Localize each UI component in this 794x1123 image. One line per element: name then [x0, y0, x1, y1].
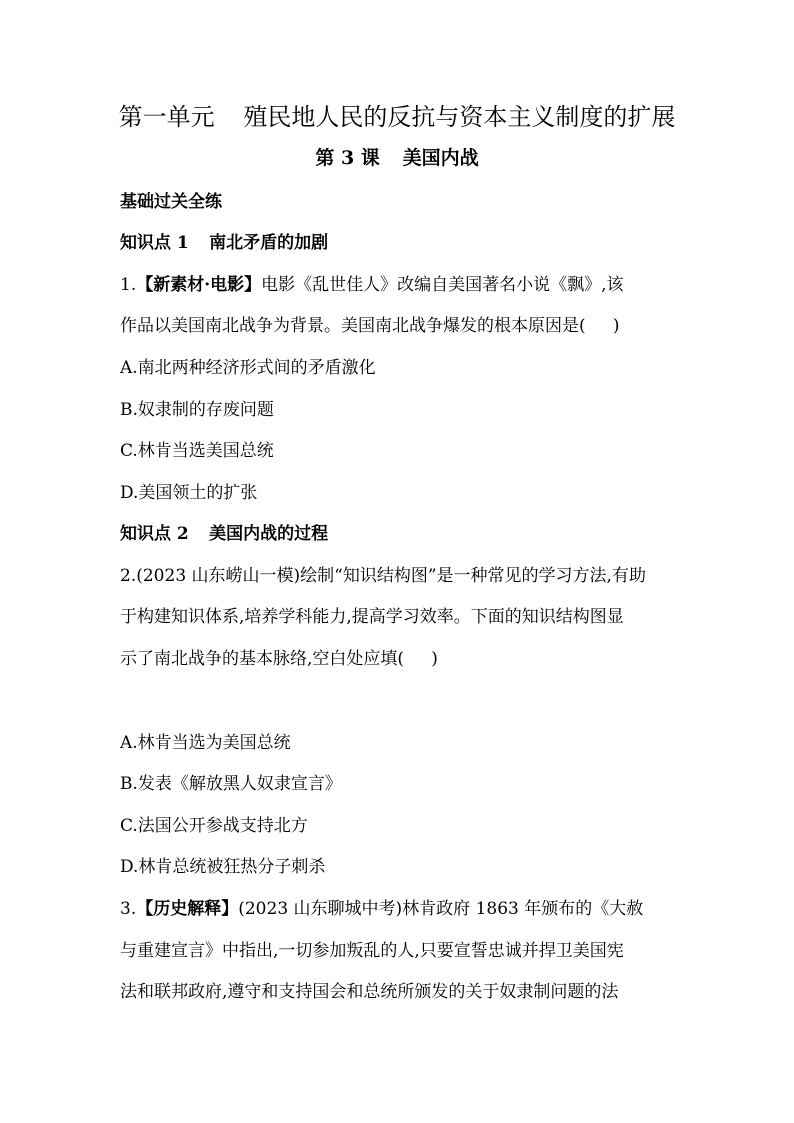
question-2-option-c: C.法国公开参战支持北方	[120, 816, 308, 836]
question-2-line-1	[120, 564, 680, 588]
question-2-line-2: 于构建知识体系,培养学科能力,提高学习效率。下面的知识结构图显	[120, 607, 624, 627]
question-1-option-a: A.南北两种经济形式间的矛盾激化	[120, 358, 376, 378]
lesson-name: 美国内战	[402, 147, 479, 169]
question-2-line-3	[120, 647, 680, 671]
question-2-option-a: A.林肯当选为美国总统	[120, 733, 291, 753]
section-heading: 基础过关全练	[120, 192, 222, 212]
knowledge-point-label: 知识点 1	[120, 233, 189, 253]
question-source: (2023 山东崂山一模)	[136, 566, 301, 586]
question-number: 3.	[120, 899, 137, 919]
knowledge-point-label: 知识点 2	[120, 524, 189, 544]
question-1-line-1	[120, 273, 680, 297]
question-3-line-1	[120, 897, 680, 921]
question-tag: 【新素材·电影】	[136, 275, 262, 295]
answer-paren-close: )	[612, 316, 620, 336]
unit-number: 第一单元	[118, 103, 215, 131]
lesson-title	[0, 144, 794, 172]
lesson-number: 第 3 课	[315, 147, 380, 169]
question-1-option-b: B.奴隶制的存废问题	[120, 400, 274, 420]
question-number: 2.	[120, 566, 137, 586]
question-stem: 林肯政府 1863 年颁布的《大赦	[402, 899, 644, 919]
question-1-option-c: C.林肯当选美国总统	[120, 441, 274, 461]
question-1-option-d: D.美国领土的扩张	[120, 483, 258, 503]
question-2-option-b: B.发表《解放黑人奴隶宣言》	[120, 774, 342, 794]
knowledge-point-title: 美国内战的过程	[209, 524, 329, 544]
knowledge-point-title: 南北矛盾的加剧	[209, 233, 329, 253]
question-source: (2023 山东聊城中考)	[238, 899, 403, 919]
answer-paren-close: )	[431, 649, 438, 669]
question-stem: 作品以美国南北战争为背景。美国南北战争爆发的根本原因是(	[120, 316, 586, 336]
knowledge-point-1	[120, 231, 680, 255]
unit-name: 殖民地人民的反抗与资本主义制度的扩展	[243, 103, 676, 131]
question-2-option-d: D.林肯总统被狂热分子刺杀	[120, 857, 326, 877]
question-stem: 绘制“知识结构图”是一种常见的学习方法,有助	[300, 566, 646, 586]
question-stem: 示了南北战争的基本脉络,空白处应填(	[120, 649, 405, 669]
question-1-line-2	[120, 314, 680, 338]
question-stem: 电影《乱世佳人》改编自美国著名小说《飘》,该	[261, 275, 624, 295]
question-3-line-3: 法和联邦政府,遵守和支持国会和总统所颁发的关于奴隶制问题的法	[120, 982, 619, 1002]
unit-title	[0, 100, 794, 134]
question-3-line-2: 与重建宣言》中指出,一切参加叛乱的人,只要宣誓忠诚并捍卫美国宪	[120, 941, 624, 961]
knowledge-point-2	[120, 522, 680, 546]
question-tag: 【历史解释】	[136, 899, 239, 919]
question-number: 1.	[120, 275, 137, 295]
